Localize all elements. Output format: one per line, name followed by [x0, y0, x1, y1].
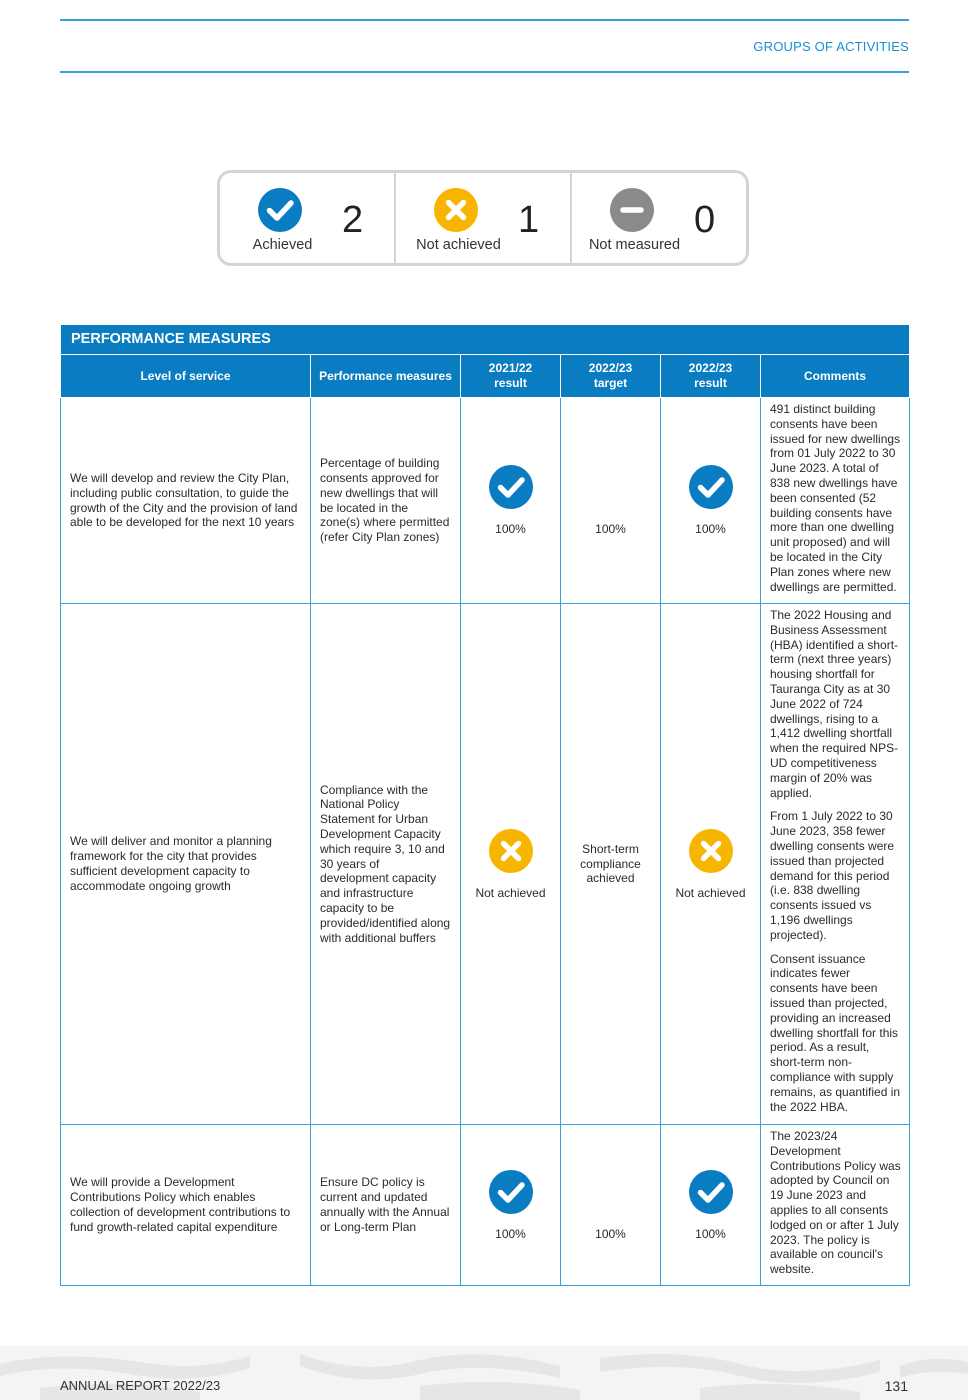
- result-2223-cell: [661, 398, 761, 604]
- page-number: 131: [884, 1378, 908, 1394]
- level-of-service-cell: We will develop and review the City Plan, including public consultation, to guide the growth of the City and the provision of land able to be developed for the next 10 years: [61, 398, 311, 604]
- check-circle-icon: [688, 464, 734, 510]
- result-2122-cell: [461, 398, 561, 604]
- result-value: Not achieved: [675, 885, 746, 900]
- target-2223-cell: [561, 398, 661, 604]
- summary-label: Not measured: [588, 237, 681, 253]
- cross-circle-icon: [433, 187, 479, 233]
- summary-not-measured: [572, 173, 746, 263]
- col-header-result-2223: [661, 355, 761, 398]
- result-2223-cell: [661, 604, 761, 1125]
- table-title: PERFORMANCE MEASURES: [61, 325, 910, 355]
- cross-circle-icon: [688, 828, 734, 874]
- performance-measure-cell: Percentage of building consents approved for new dwellings that will be located in the zone(s) where permitted (refer City Plan zones): [311, 398, 461, 604]
- summary-count: 2: [342, 199, 364, 241]
- check-circle-icon: [257, 187, 303, 233]
- result-2223-cell: [661, 1125, 761, 1286]
- performance-measure-cell: Compliance with the National Policy Statement for Urban Development Capacity which require 3, 10 and 30 years of development capacity and infrastructure capacity to be provided/identified along with additional buffers: [311, 604, 461, 1125]
- col-header-level-of-service: Level of service: [61, 355, 311, 398]
- table-row: [61, 604, 910, 1125]
- comment-paragraph: From 1 July 2022 to 30 June 2023, 358 fewer dwelling consents were issued than projected demand for this period (i.e. 838 dwelling consents issued vs 1,196 dwellings projected).: [770, 809, 895, 942]
- cross-circle-icon: [488, 828, 534, 874]
- summary-label: Not achieved: [416, 237, 501, 253]
- result-value: Not achieved: [475, 885, 546, 900]
- comment-paragraph: 491 distinct building consents have been issued for new dwellings from 01 July 2022 to 30 June 2023. A total of 838 new dwellings have been consented (52 building consents have more than one dwelling unit proposed) and will be located in the City Plan zones where new dwellings are permitted.: [770, 402, 901, 594]
- results-summary: [217, 170, 749, 266]
- minus-circle-icon: [609, 187, 655, 233]
- level-of-service-cell: We will deliver and monitor a planning framework for the city that provides sufficient development capacity to accommodate ongoing growth: [61, 604, 311, 1125]
- target-value: Short-term compliance achieved: [580, 841, 641, 886]
- summary-label: Achieved: [252, 237, 313, 253]
- result-value: 100%: [495, 522, 526, 537]
- result-value: 100%: [695, 1226, 726, 1241]
- comment-paragraph: The 2022 Housing and Business Assessment (HBA) identified a short-term (next three years) housing shortfall for Tauranga City as at 30 June 2022 of 724 dwellings, rising to a 1,412 dwelling shortfall when the required NPS-UD competitiveness margin of 20% was applied.: [770, 608, 899, 800]
- summary-count: 1: [518, 199, 540, 241]
- table-row: [61, 1125, 910, 1286]
- summary-achieved: [220, 173, 396, 263]
- section-label: GROUPS OF ACTIVITIES: [753, 39, 909, 54]
- footer-report-title: ANNUAL REPORT 2022/23: [60, 1378, 221, 1393]
- summary-not-achieved: [396, 173, 572, 263]
- result-value: 100%: [495, 1226, 526, 1241]
- header-label: 2021/22 result: [488, 361, 533, 390]
- col-header-result-2122: [461, 355, 561, 398]
- top-rule: [60, 19, 909, 21]
- comments-cell: [761, 398, 910, 604]
- comment-paragraph: The 2023/24 Development Contributions Policy was adopted by Council on 19 June 2023 and applies to all consents lodged on or after 1 July 2023. The policy is available on council's website.: [770, 1129, 901, 1277]
- comment-paragraph: Consent issuance indicates fewer consents have been issued than projected, providing an increased dwelling shortfall for this period. As a result, short-term non-compliance with supply remains, as quantified in the 2022 HBA.: [770, 951, 901, 1114]
- target-value: 100%: [595, 522, 626, 537]
- check-circle-icon: [488, 464, 534, 510]
- col-header-target-2223: [561, 355, 661, 398]
- summary-count: 0: [694, 199, 716, 241]
- col-header-comments: Comments: [761, 355, 910, 398]
- header-rule: [60, 71, 909, 73]
- level-of-service-cell: We will provide a Development Contributions Policy which enables collection of development contributions to fund growth-related capital expenditure: [61, 1125, 311, 1286]
- comments-cell: [761, 1125, 910, 1286]
- header-label: 2022/23 target: [588, 361, 633, 390]
- target-2223-cell: [561, 1125, 661, 1286]
- comments-cell: [761, 604, 910, 1125]
- result-2122-cell: [461, 604, 561, 1125]
- check-circle-icon: [688, 1169, 734, 1215]
- table-row: [61, 398, 910, 604]
- check-circle-icon: [488, 1169, 534, 1215]
- target-2223-cell: [561, 604, 661, 1125]
- result-2122-cell: [461, 1125, 561, 1286]
- header-label: 2022/23 result: [688, 361, 733, 390]
- col-header-performance-measures: Performance measures: [311, 355, 461, 398]
- performance-measures-table: [60, 324, 910, 1286]
- target-value: 100%: [595, 1226, 626, 1241]
- result-value: 100%: [695, 522, 726, 537]
- performance-measure-cell: Ensure DC policy is current and updated annually with the Annual or Long-term Plan: [311, 1125, 461, 1286]
